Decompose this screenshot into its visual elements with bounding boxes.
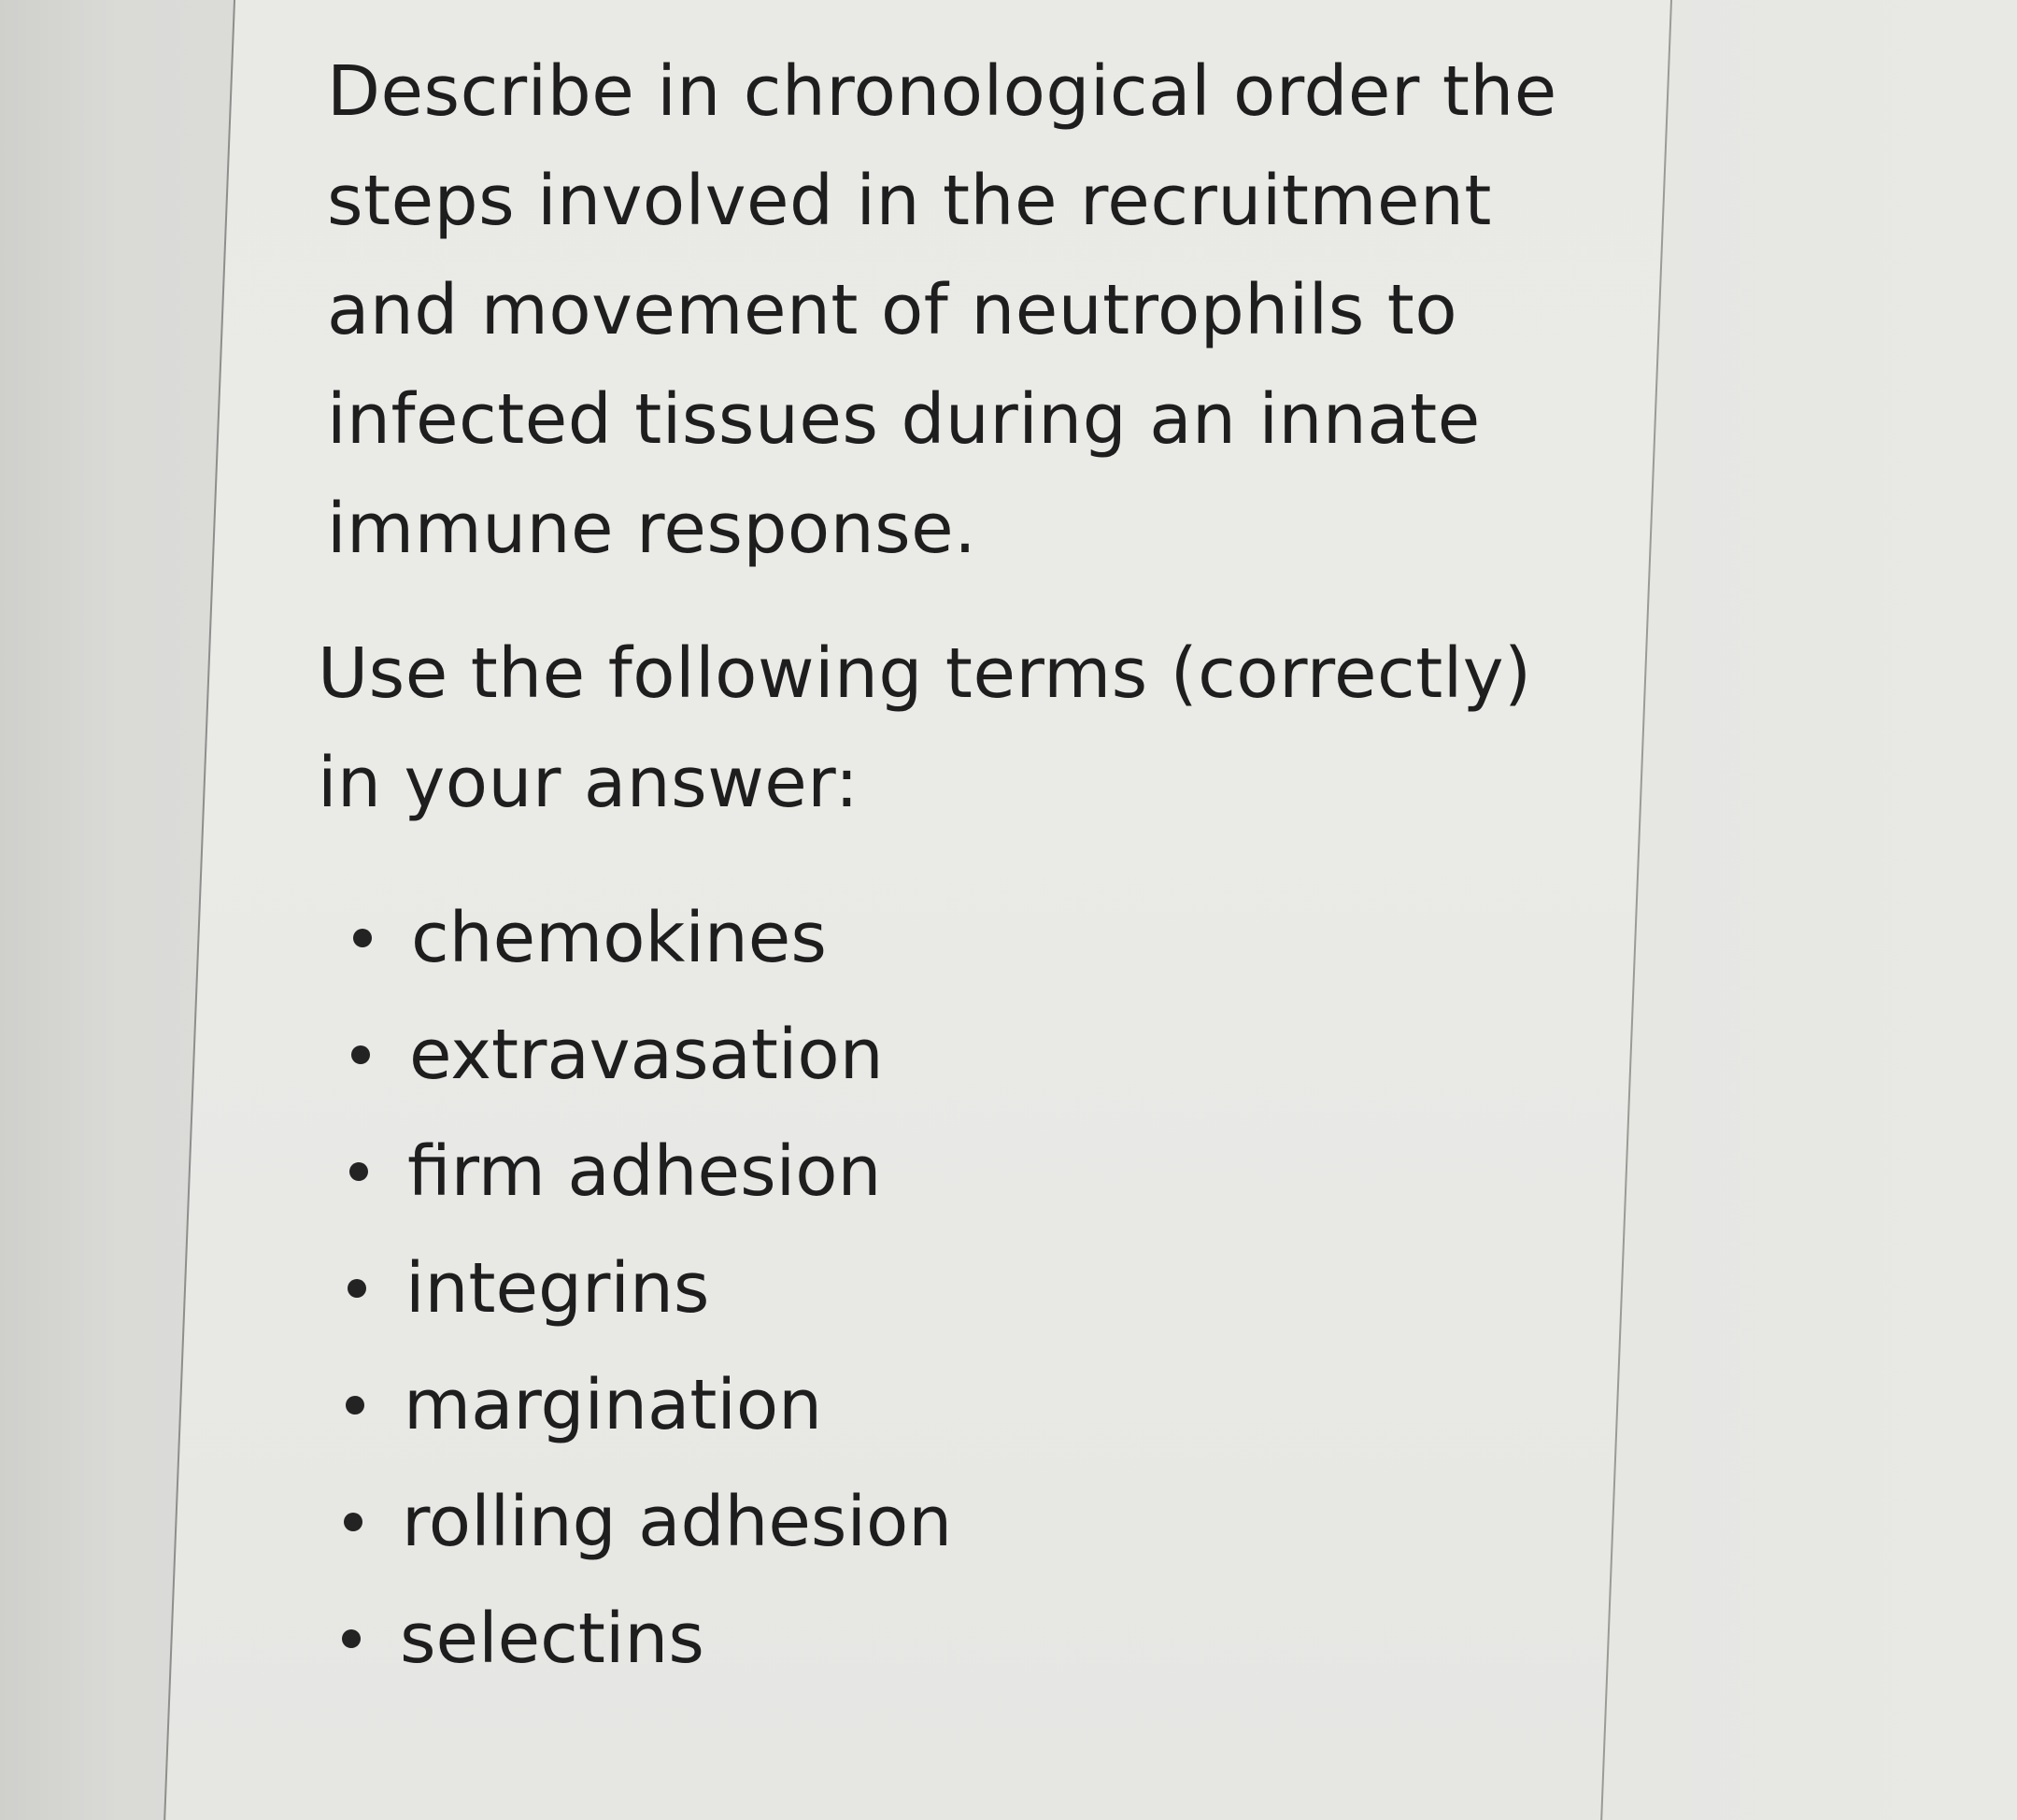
list-item xyxy=(344,1464,1570,1581)
term-label: extravasation xyxy=(409,1015,884,1095)
term-label: rolling adhesion xyxy=(402,1482,953,1562)
bullet-icon xyxy=(351,1045,370,1064)
list-item xyxy=(346,1347,1570,1464)
bullet-icon xyxy=(344,1513,362,1531)
term-label: integrins xyxy=(405,1248,710,1329)
list-item xyxy=(353,880,1570,997)
question-instruction: Use the following terms (correctly) in your answer: xyxy=(318,633,1532,823)
list-item xyxy=(349,1114,1570,1230)
question-prompt: Describe in chronological order the steps involved in the recruitment and movement of neutrophils to infected tissues during an innate immune response. xyxy=(327,51,1557,569)
term-label: selectins xyxy=(400,1599,704,1679)
list-item xyxy=(342,1581,1570,1698)
bullet-icon xyxy=(353,929,372,947)
term-label: firm adhesion xyxy=(407,1131,882,1212)
bullet-icon xyxy=(346,1396,364,1415)
list-item xyxy=(351,997,1570,1114)
terms-list xyxy=(346,880,1570,1698)
bullet-icon xyxy=(342,1629,361,1648)
term-label: margination xyxy=(404,1365,823,1445)
term-label: chemokines xyxy=(411,898,827,978)
question-content xyxy=(318,37,1570,1698)
bullet-icon xyxy=(348,1279,366,1298)
bullet-icon xyxy=(349,1162,368,1181)
list-item xyxy=(348,1230,1570,1347)
